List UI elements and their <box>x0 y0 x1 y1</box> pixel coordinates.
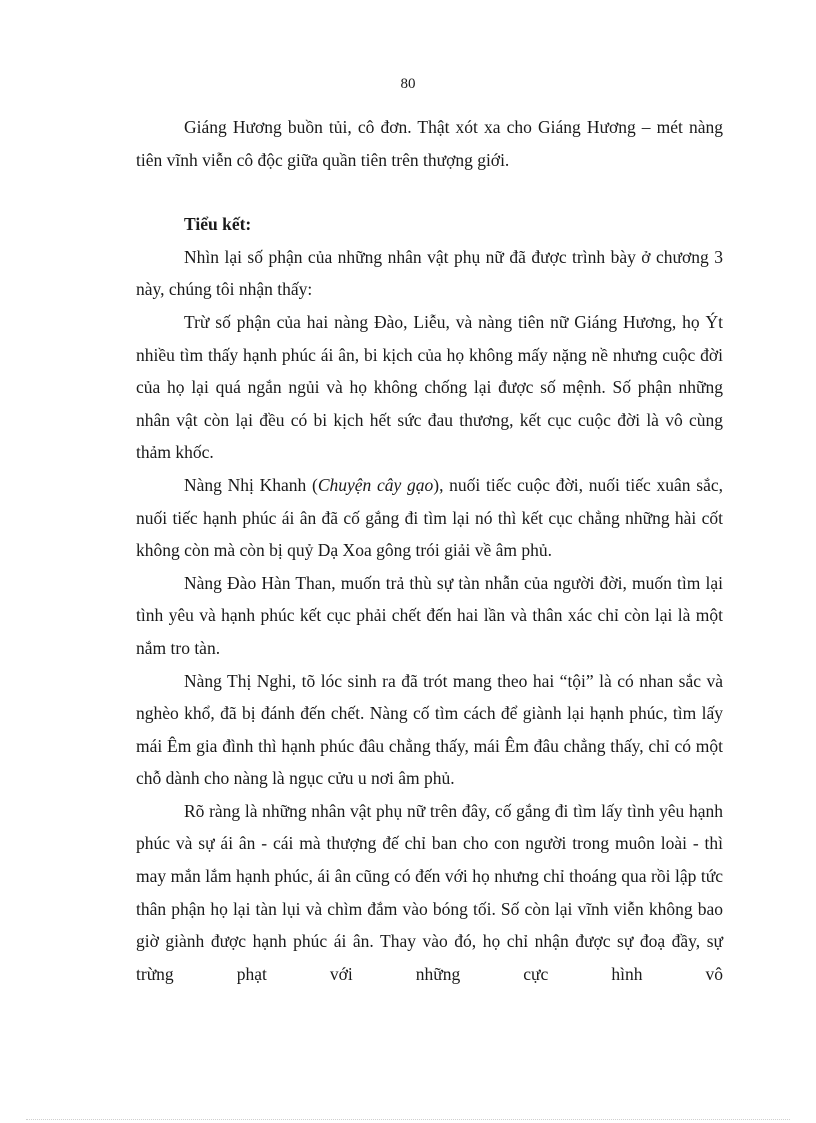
nhi-khanh-text-start: Nàng Nhị Khanh ( <box>184 474 318 495</box>
footer-divider <box>26 1119 790 1120</box>
nhi-khanh-text-end: ), nuối tiếc cuộc đời, nuối tiếc xuân sắc, nuối tiếc hạnh phúc ái ân đã cố gắng đi tìm lại nó thì kết cục chẳng những hài cốt không còn mà còn bị quỷ Dạ Xoa gông trói giải về âm phủ. <box>136 474 723 561</box>
paragraph-dao-lieu: Trừ số phận của hai nàng Đào, Liễu, và nàng tiên nữ Giáng Hương, họ Ýt nhiều tìm thấy hạnh phúc ái ân, bi kịch của họ không mấy nặng nề nhưng cuộc đời của họ lại quá ngắn ngủi và họ không chống lại được số mệnh. Số phận những nhân vật còn lại đều có bi kịch hết sức đau thương, kết cục cuộc đời là vô cùng thảm khốc. <box>136 311 723 463</box>
paragraph-thi-nghi: Nàng Thị Nghi, tõ lóc sinh ra đã trót mang theo hai “tội” là có nhan sắc và nghèo khổ, đã bị đánh đến chết. Nàng cố tìm cách để giành lại hạnh phúc, tìm lấy mái Êm gia đình thì hạnh phúc đâu chẳng thấy, mái Êm đâu chẳng thấy, chỉ có một chỗ dành cho nàng là ngục cửu u nơi âm phủ. <box>136 670 723 789</box>
paragraph-giang-huong: Giáng Hương buồn tủi, cô đơn. Thật xót xa cho Giáng Hương – mét nàng tiên vĩnh viễn cô độc giữa quần tiên trên thượng giới. <box>136 117 723 170</box>
page-number: 80 <box>400 76 416 92</box>
paragraph-dao-han-than: Nàng Đào Hàn Than, muốn trả thù sự tàn nhẫn của người đời, muốn tìm lại tình yêu và hạnh phúc kết cục phải chết đến hai lần và thân xác chỉ còn lại là một nắm tro tàn. <box>136 572 723 658</box>
story-title-chuyen-cay-gao: Chuyện cây gạo <box>317 474 434 495</box>
section-heading-tieu-ket: Tiểu kết: <box>184 214 252 235</box>
paragraph-intro-summary: Nhìn lại số phận của những nhân vật phụ nữ đã được trình bày ở chương 3 này, chúng tôi nhận thấy: <box>136 246 723 300</box>
body-text <box>136 111 723 990</box>
paragraph-nhi-khanh <box>136 469 723 567</box>
paragraph-conclusion: Rõ ràng là những nhân vật phụ nữ trên đây, cố gắng đi tìm lấy tình yêu hạnh phúc và sự ái ân - cái mà thượng đế chỉ ban cho con người trong muôn loài - thì may mắn lắm hạnh phúc, ái ân cũng có đến với họ nhưng chỉ thoáng qua rồi lập tức thân phận họ lại tàn lụi và chìm đắm vào bóng tối. Số còn lại vĩnh viễn không bao giờ giành được hạnh phúc ái ân. Thay vào đó, họ chỉ nhận được sự đoạ đầy, sự trừng phạt với những cực hình vô <box>136 800 723 984</box>
